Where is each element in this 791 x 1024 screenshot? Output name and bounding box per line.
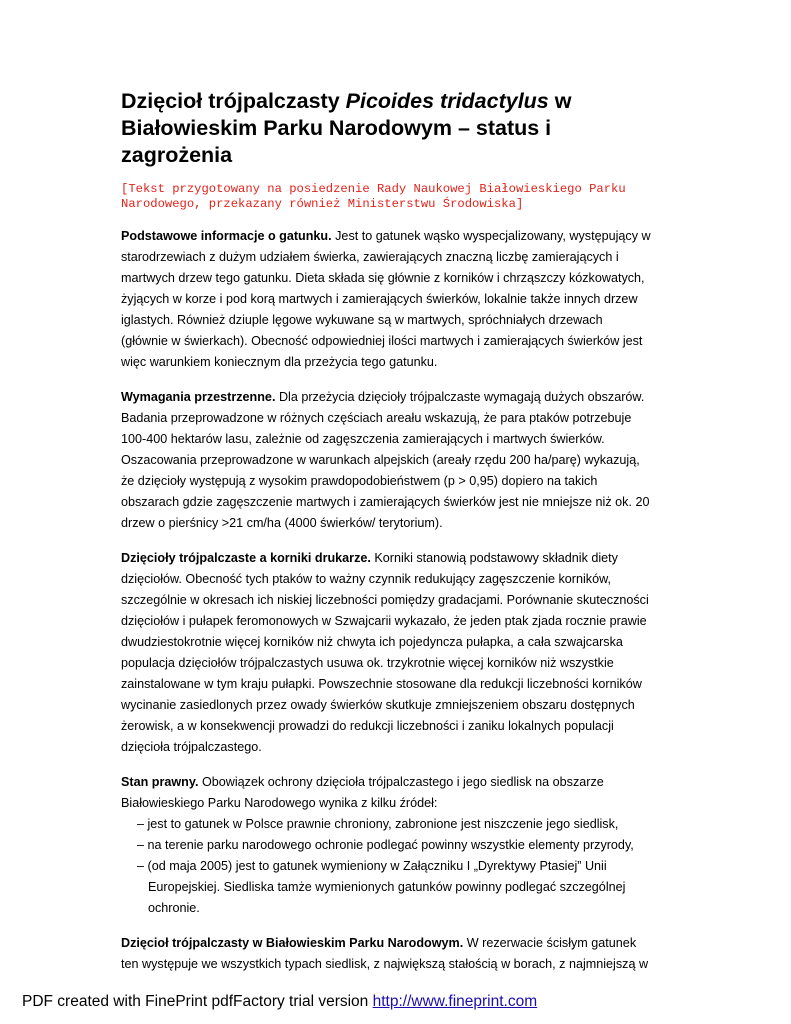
document-page: [121, 88, 651, 975]
legal-sources-list: [121, 814, 651, 919]
title-part2: w Białowieskim Parku Narodowym – status i zagrożenia: [121, 89, 572, 167]
list-item: – na terenie parku narodowego ochronie podlegać powinny wszystkie elementy przyrody,: [137, 838, 634, 852]
footer-text: PDF created with FinePrint pdfFactory trial version: [22, 993, 373, 1010]
section-body: Jest to gatunek wąsko wyspecjalizowany, występujący w starodrzewiach z dużym udziałem świerka, zawierających znaczną liczbę zamierających i martwych drzew tego gatunku. Dieta składa się głównie z korników i chrząszczy kózkowatych, żyjących w korze i pod korą martwych i zamierających świerków, lokalnie także innych drzew iglastych. Również dziuple lęgowe wykuwane są w martwych, spróchniałych drzewach (głównie w świerkach). Obecność odpowiedniej ilości martwych i zamierających świerków jest więc warunkiem koniecznym dla przeżycia tego gatunku.: [121, 229, 651, 369]
document-title: [121, 88, 651, 169]
document-note: [Tekst przygotowany na posiedzenie Rady Naukowej Białowieskiego Parku Narodowego, przekazany również Ministerstwu Środowiska]: [121, 182, 626, 211]
section-spatial-requirements: [121, 387, 651, 534]
section-legal-status: [121, 772, 651, 814]
title-latin-name: Picoides tridactylus: [345, 89, 549, 113]
section-body: Dla przeżycia dzięcioły trójpalczaste wymagają dużych obszarów. Badania przeprowadzone w różnych częściach areału wskazują, że para ptaków potrzebuje 100-400 hektarów lasu, zależnie od zagęszczenia zamierających i martwych świerków. Oszacowania przeprowadzone w warunkach alpejskich (areały rzędu 200 ha/parę) wykazują, że dzięcioły występują z wysokim prawdopodobieństwem (p > 0,95) dopiero na takich obszarach gdzie zagęszczenie martwych i zamierających świerków jest nie mniejsze niż ok. 20 drzew o pierśnicy >21 cm/ha (4000 świerków/ terytorium).: [121, 390, 650, 530]
section-body: W rezerwacie ścisłym gatunek ten występuje we wszystkich typach siedlisk, z największą stałością w borach, z najmniejszą w: [121, 936, 649, 971]
section-basic-info: [121, 226, 651, 373]
footer-link[interactable]: http://www.fineprint.com: [372, 993, 538, 1010]
section-woodpeckers-and-beetles: [121, 548, 651, 758]
list-item: – (od maja 2005) jest to gatunek wymieniony w Załączniku I „Dyrektywy Ptasiej” Unii Europejskiej. Siedliska tamże wymienionych gatunków powinny podlegać szczególnej ochronie.: [137, 859, 626, 915]
section-heading: Stan prawny.: [121, 775, 199, 789]
section-body: Obowiązek ochrony dzięcioła trójpalczastego i jego siedlisk na obszarze Białowieskiego Parku Narodowego wynika z kilku źródeł:: [121, 775, 604, 810]
section-heading: Dzięcioły trójpalczaste a korniki drukarze.: [121, 551, 371, 565]
list-item: – jest to gatunek w Polsce prawnie chroniony, zabronione jest niszczenie jego siedlisk,: [137, 817, 619, 831]
section-heading: Dzięcioł trójpalczasty w Białowieskim Parku Narodowym.: [121, 936, 464, 950]
title-part1: Dzięcioł trójpalczasty: [121, 89, 346, 113]
section-bpn-status: [121, 933, 651, 975]
pdf-footer: [22, 992, 537, 1012]
section-heading: Wymagania przestrzenne.: [121, 390, 276, 404]
section-heading: Podstawowe informacje o gatunku.: [121, 229, 332, 243]
section-body: Korniki stanowią podstawowy składnik diety dzięciołów. Obecność tych ptaków to ważny czynnik redukujący zagęszczenie korników, szczególnie w okresach ich niskiej liczebności pomiędzy gradacjami. Porównanie skuteczności dzięciołów i pułapek feromonowych w Szwajcarii wykazało, że jeden ptak zjada rocznie prawie dwudziestokrotnie więcej korników niż chwyta ich pojedyncza pułapka, a cała szwajcarska populacja dzięciołów trójpalczastych usuwa ok. trzykrotnie więcej korników niż wszystkie zainstalowane w tym kraju pułapki. Powszechnie stosowane dla redukcji liczebności korników wycinanie zasiedlonych przez owady świerków skutkuje zmniejszeniem obszaru dostępnych żerowisk, a w konsekwencji prowadzi do redukcji liczebności i zaniku lokalnych populacji dzięcioła trójpalczastego.: [121, 551, 649, 754]
